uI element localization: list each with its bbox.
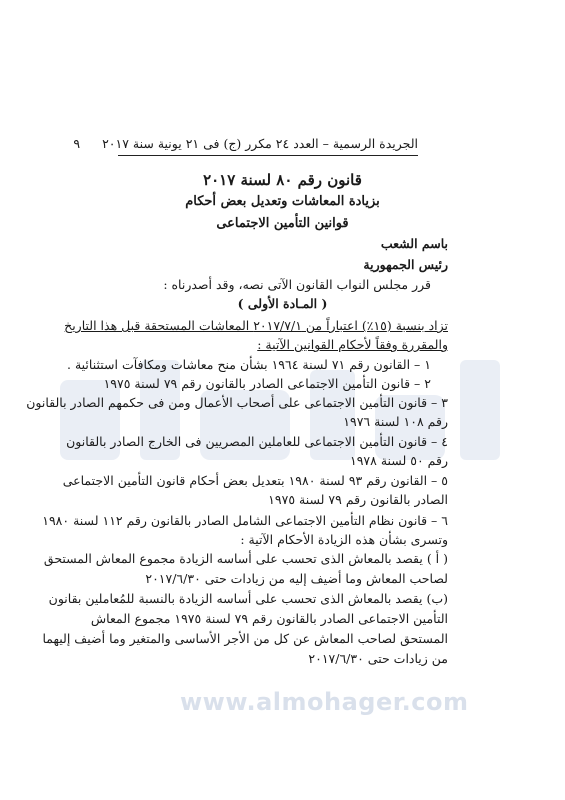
list-item-3-line-1: ٣ – قانون التأمين الاجتماعى على أصحاب الأعمال ومن فى حكمهم الصادر بالقانون — [26, 395, 448, 410]
provision-b-line-2: التأمين الاجتماعى الصادر بالقانون رقم ٧٩ لسنة ١٩٧٥ مجموع المعاش — [90, 611, 448, 626]
provision-a-line-2: لصاحب المعاش وما أضيف إليه من زيادات حتى ٢٠١٧/٦/٣٠ — [145, 571, 448, 586]
article-para-line-1: تزاد بنسبة (١٥٪) اعتباراً من ٢٠١٧/٧/١ المعاشات المستحقة قبل هذا التاريخ — [64, 318, 448, 333]
enactment-clause: قرر مجلس النواب القانون الآتى نصه، وقد أصدرناه : — [163, 277, 431, 292]
president-heading: رئيس الجمهورية — [363, 257, 448, 272]
running-title: الجريدة الرسمية – العدد ٢٤ مكرر (ج) فى ٢١ يونية سنة ٢٠١٧ — [102, 136, 418, 151]
law-subtitle-1: بزيادة المعاشات وتعديل بعض أحكام — [185, 194, 380, 209]
running-header — [73, 136, 418, 151]
list-item-4-line-2: رقم ٥٠ لسنة ١٩٧٨ — [350, 453, 448, 468]
header-divider — [118, 155, 418, 156]
provision-b-line-3: المستحق لصاحب المعاش عن كل من الأجر الأساسى والمتغير وما أضيف إليهما — [42, 631, 448, 646]
page-number: ٩ — [73, 136, 81, 151]
list-item-1: ١ – القانون رقم ٧١ لسنة ١٩٦٤ بشأن منح معاشات ومكافآت استثنائية . — [67, 357, 431, 372]
list-item-3-line-2: رقم ١٠٨ لسنة ١٩٧٦ — [343, 414, 448, 429]
provisions-intro: وتسرى بشأن هذه الزيادة الأحكام الآتية : — [240, 532, 448, 547]
in-name-of-people: باسم الشعب — [380, 236, 448, 251]
law-subtitle-2: قوانين التأمين الاجتماعى — [216, 216, 349, 231]
list-item-5-line-2: الصادر بالقانون رقم ٧٩ لسنة ١٩٧٥ — [268, 492, 448, 507]
list-item-6: ٦ – قانون نظام التأمين الاجتماعى الشامل الصادر بالقانون رقم ١١٢ لسنة ١٩٨٠ — [42, 513, 448, 528]
list-item-5-line-1: ٥ – القانون رقم ٩٣ لسنة ١٩٨٠ بتعديل بعض أحكام قانون التأمين الاجتماعى — [62, 473, 448, 488]
provision-b-line-1: (ب) يقصد بالمعاش الذى تحسب على أساسه الزيادة بالنسبة للمُعاملين بقانون — [48, 591, 448, 606]
list-item-2: ٢ – قانون التأمين الاجتماعى الصادر بالقانون رقم ٧٩ لسنة ١٩٧٥ — [103, 376, 431, 391]
law-title: قانون رقم ٨٠ لسنة ٢٠١٧ — [203, 171, 362, 189]
watermark-url: www.almohager.com — [180, 688, 469, 716]
list-item-4-line-1: ٤ – قانون التأمين الاجتماعى للعاملين المصريين فى الخارج الصادر بالقانون — [66, 434, 448, 449]
article-para-line-2: والمقررة وفقاً لأحكام القوانين الآتية : — [257, 337, 448, 352]
provision-b-line-4: من زيادات حتى ٢٠١٧/٦/٣٠ — [308, 651, 448, 666]
article-one-heading: ( المـادة الأولى ) — [237, 296, 328, 311]
provision-a-line-1: ( أ ) يقصد بالمعاش الذى تحسب على أساسه الزيادة مجموع المعاش المستحق — [43, 551, 448, 566]
